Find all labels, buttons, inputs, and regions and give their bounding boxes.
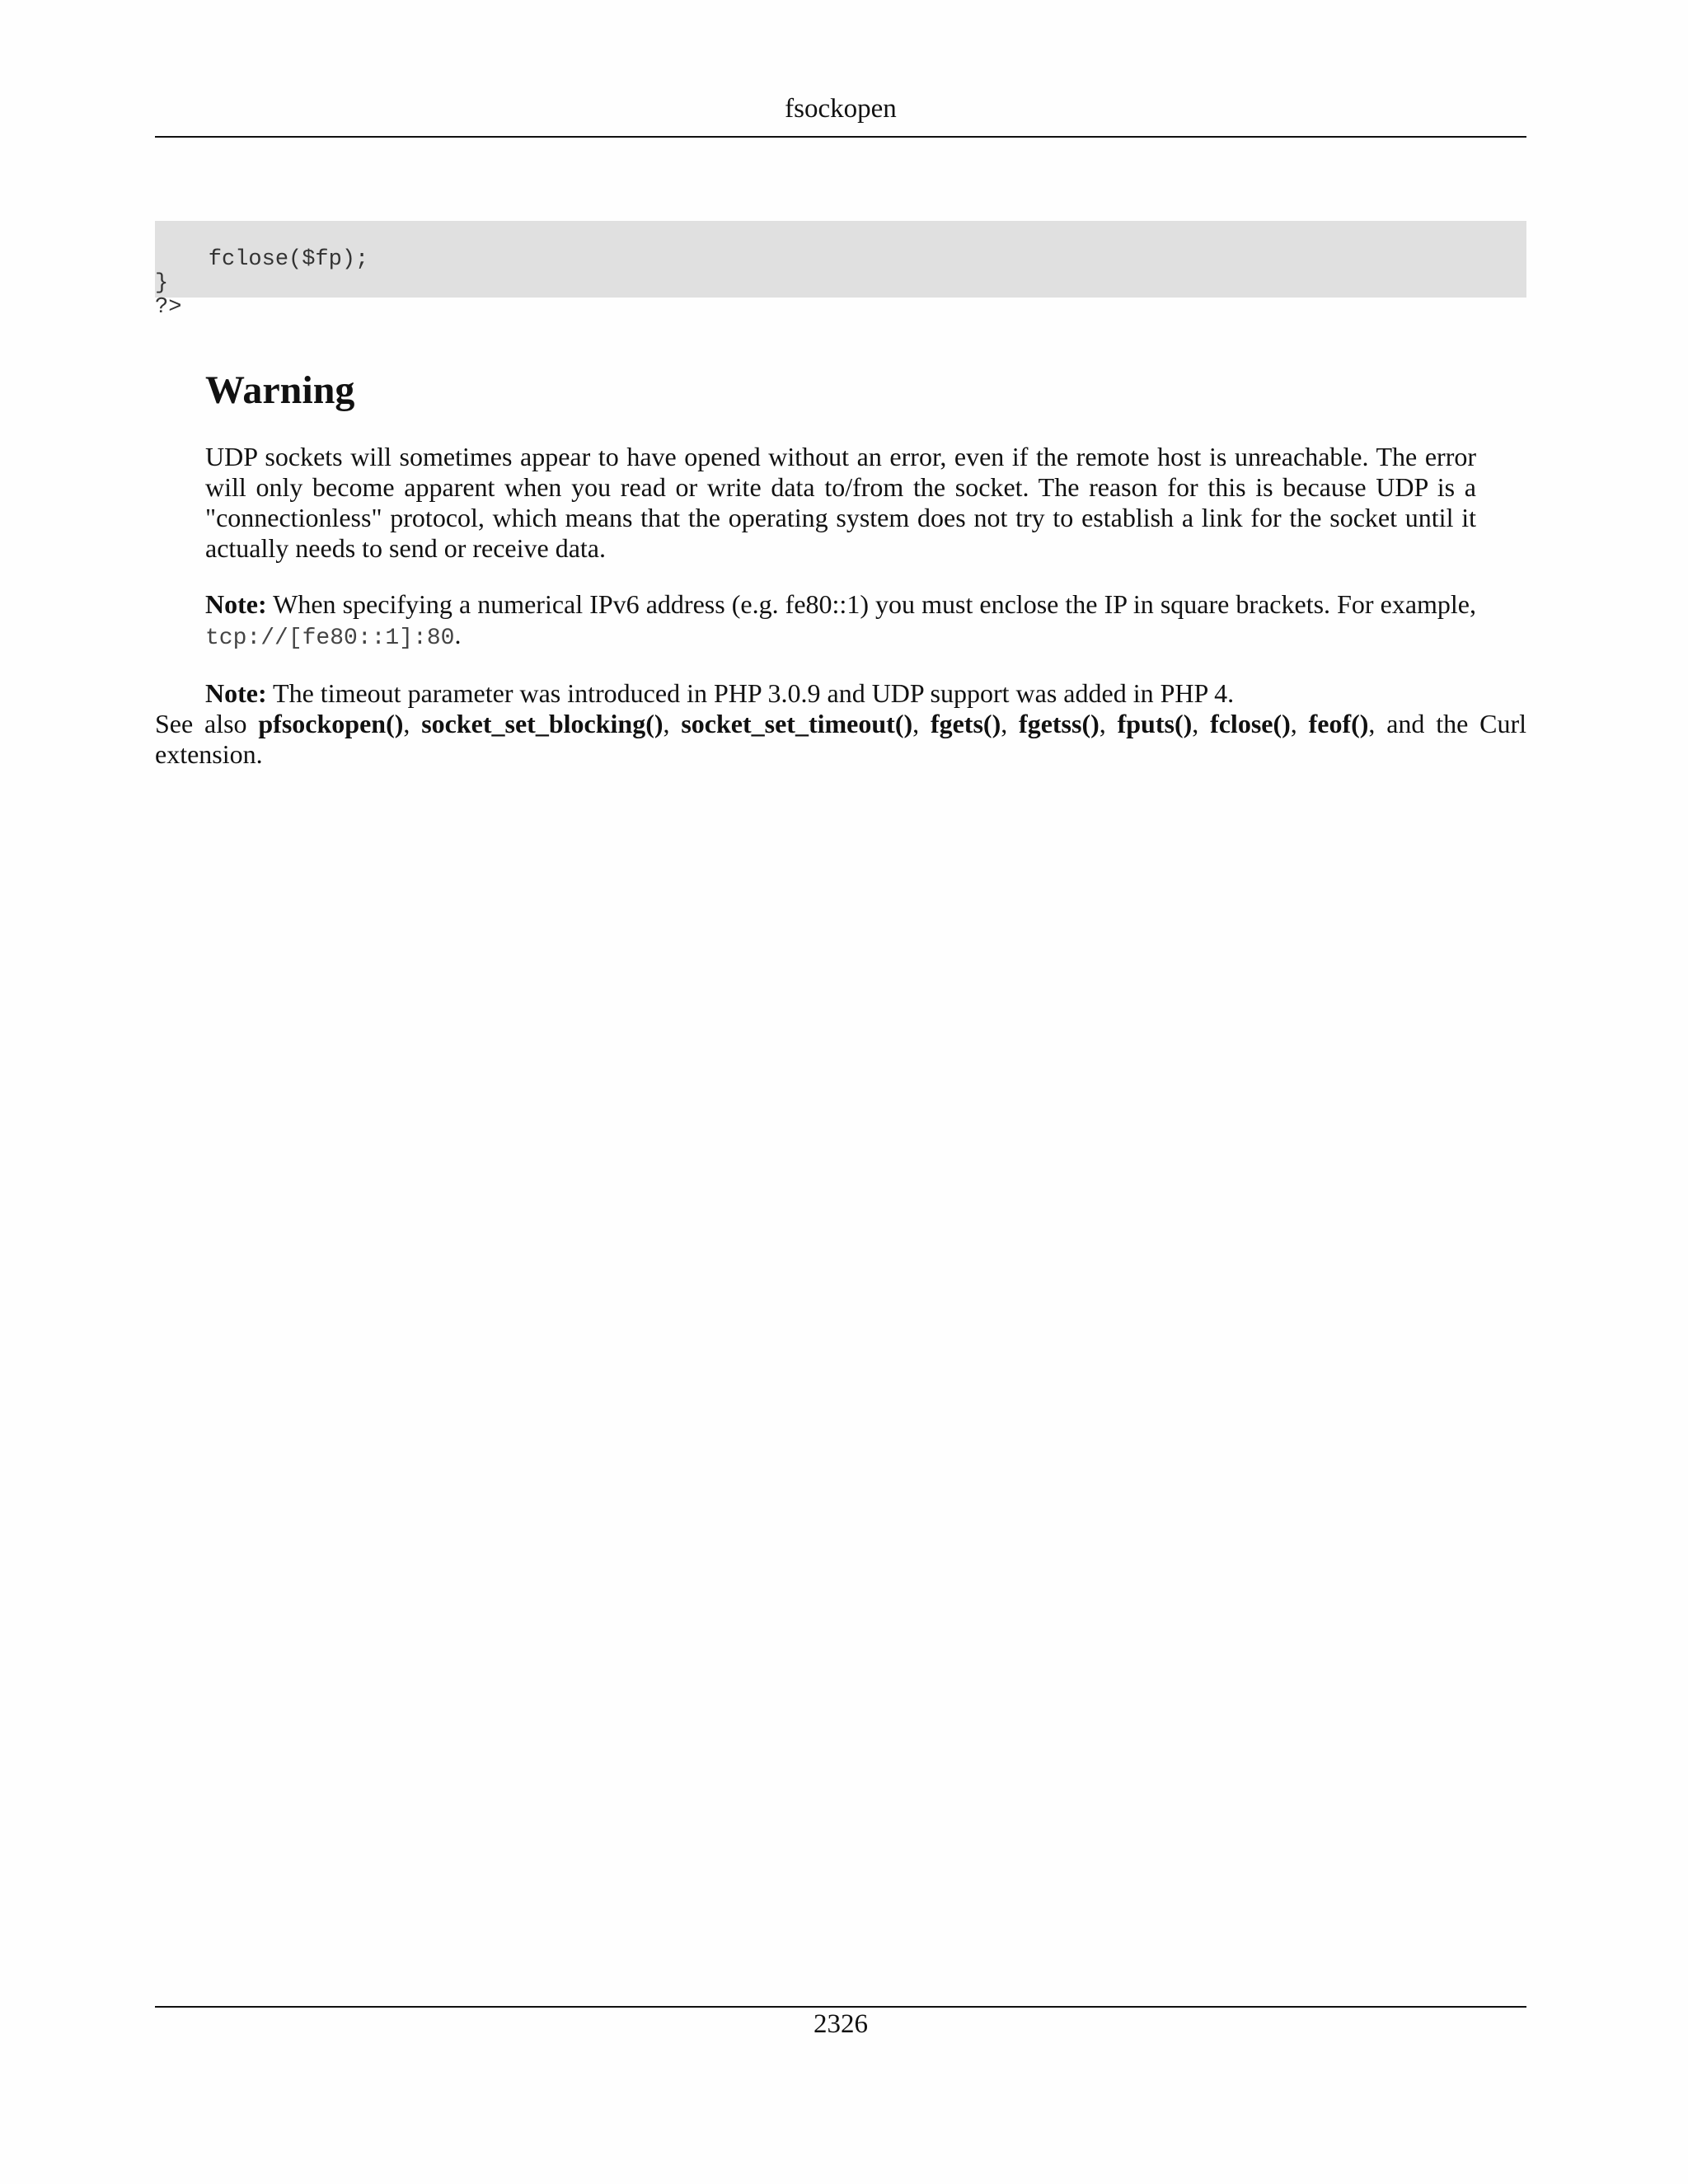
header-rule — [155, 136, 1526, 138]
separator: , — [912, 709, 931, 738]
warning-heading: Warning — [205, 368, 355, 412]
note-text: When specifying a numerical IPv6 address (e.g. fe80::1) you must enclose the IP in square brackets. For example, — [266, 589, 1476, 619]
function-link[interactable]: fgetss() — [1019, 709, 1100, 738]
separator: , — [1290, 709, 1309, 738]
function-link[interactable]: fclose() — [1210, 709, 1291, 738]
code-line: } — [155, 271, 169, 296]
code-line: fclose($fp); — [155, 247, 369, 272]
function-link[interactable]: feof() — [1308, 709, 1369, 738]
note-label: Note: — [205, 589, 267, 619]
note-label: Note: — [205, 678, 267, 708]
function-link[interactable]: socket_set_blocking() — [421, 709, 663, 738]
function-link[interactable]: pfsockopen() — [258, 709, 404, 738]
separator: , — [1001, 709, 1020, 738]
warning-text: UDP sockets will sometimes appear to have opened without an error, even if the remote host is unreachable. The error will only become apparent when you read or write data to/from the socket. The reason for this is because UDP is a "connectionless" protocol, which means that the operating system does not try to establish a link for the socket until it actually needs to send or receive data. — [205, 442, 1476, 563]
page-header-title: fsockopen — [785, 94, 897, 124]
code-line: ?> — [155, 295, 182, 320]
page-number — [155, 2003, 1526, 2041]
note-text: The timeout parameter was introduced in PHP 3.0.9 and UDP support was added in PHP 4. — [266, 678, 1235, 708]
separator: , — [1099, 709, 1118, 738]
inline-code: tcp://[fe80::1]:80 — [205, 626, 455, 651]
see-also-suffix: , and the Curl extension. — [155, 709, 1527, 769]
note-end: . — [454, 620, 462, 649]
function-link[interactable]: socket_set_timeout() — [681, 709, 913, 738]
see-also-prefix: See also — [155, 709, 259, 738]
function-link[interactable]: fgets() — [930, 709, 1001, 738]
see-also-paragraph — [155, 709, 1526, 770]
separator: , — [1192, 709, 1211, 738]
note-timeout — [205, 678, 1524, 709]
function-link[interactable]: fputs() — [1117, 709, 1193, 738]
note-ipv6 — [205, 589, 1476, 654]
separator: , — [663, 709, 682, 738]
code-block — [155, 221, 1526, 320]
separator: , — [403, 709, 422, 738]
page-number-text: 2326 — [814, 2009, 868, 2039]
